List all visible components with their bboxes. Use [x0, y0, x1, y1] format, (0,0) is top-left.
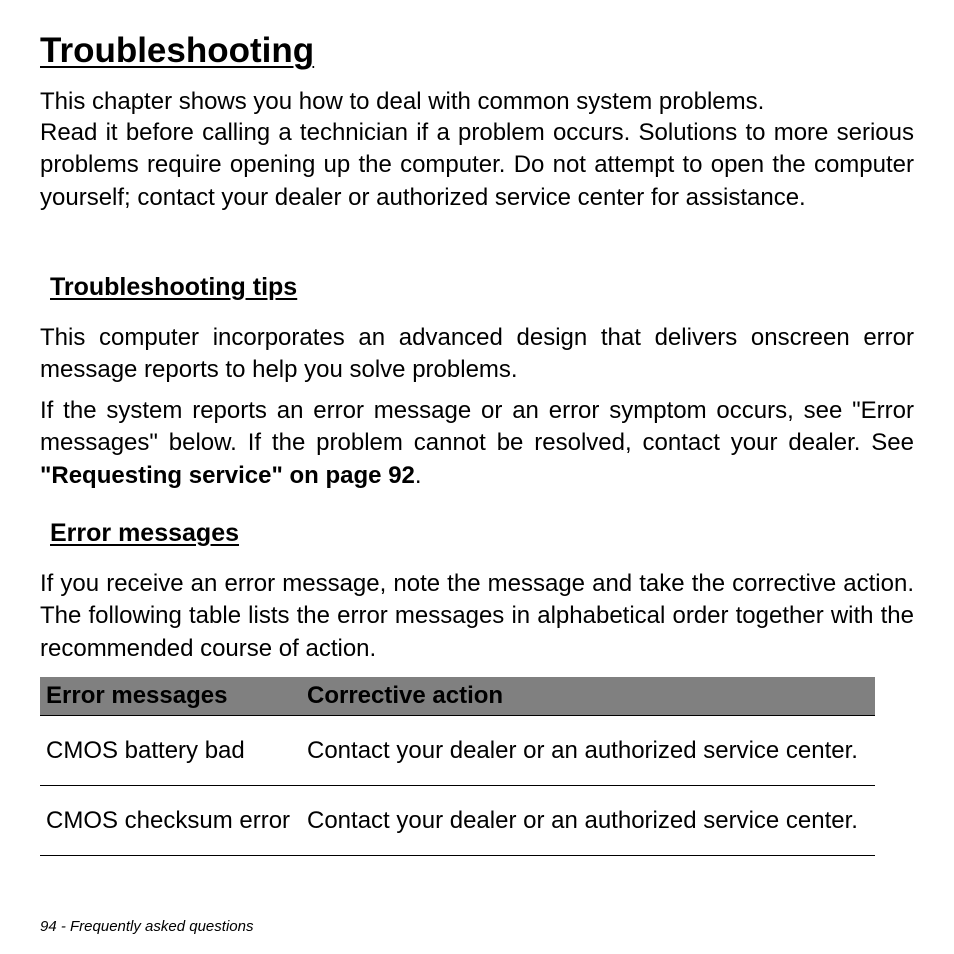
table-cell-error: CMOS battery bad	[40, 716, 301, 786]
intro-paragraph: Read it before calling a technician if a problem occurs. Solutions to more serious problems require opening up the computer. Do not attempt to open the computer yourself; contact your dealer or authorized service center for assistance.	[40, 119, 914, 211]
section-heading-errors: Error messages	[50, 519, 240, 547]
page-title: Troubleshooting	[40, 31, 315, 70]
tips-paragraph-2	[40, 395, 914, 492]
table-cell-action: Contact your dealer or an authorized service center.	[301, 786, 875, 856]
table-row	[40, 786, 875, 856]
column-header-corrective-action: Corrective action	[301, 677, 875, 716]
table-cell-error: CMOS checksum error	[40, 786, 301, 856]
section-heading-tips: Troubleshooting tips	[50, 273, 298, 301]
table-row	[40, 716, 875, 786]
page-footer: 94 - Frequently asked questions	[40, 918, 254, 935]
intro-first-line	[40, 86, 914, 117]
intro-line-text: This chapter shows you how to deal with common system problems.	[40, 88, 765, 115]
table-cell-action: Contact your dealer or an authorized service center.	[301, 716, 875, 786]
errors-paragraph: If you receive an error message, note the message and take the corrective action. The following table lists the error messages in alphabetical order together with the recommended course of action.	[40, 570, 914, 662]
requesting-service-link[interactable]: "Requesting service" on page 92	[40, 461, 415, 489]
error-messages-table	[40, 677, 875, 856]
tips-paragraph-2-end: .	[414, 461, 422, 489]
tips-paragraph-1: This computer incorporates an advanced design that delivers onscreen error message reports to help you solve problems.	[40, 324, 914, 384]
table-header-row	[40, 677, 875, 716]
column-header-error-messages: Error messages	[40, 677, 301, 716]
tips-paragraph-2-text: If the system reports an error message or an error symptom occurs, see "Error messages" below. If the problem cannot be resolved, contact your dealer. See	[40, 397, 914, 457]
